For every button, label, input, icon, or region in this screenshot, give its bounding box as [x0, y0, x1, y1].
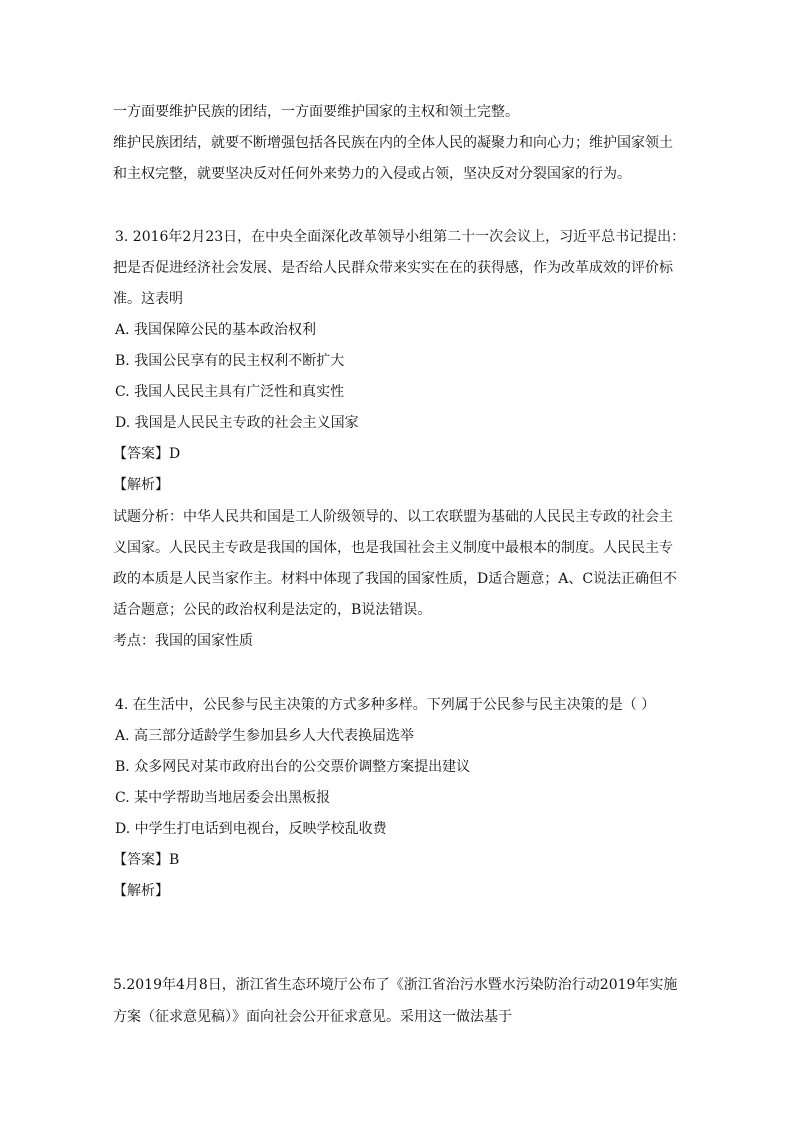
q3-stem-line-2: 把是否促进经济社会发展、是否给人民群众带来实实在在的获得感，作为改革成效的评价标 — [113, 260, 673, 276]
q3-analysis-line-1: 试题分析：中华人民共和国是工人阶级领导的、以工农联盟为基础的人民民主专政的社会主 — [113, 509, 673, 525]
prev-answer-line-1: 一方面要维护民族的团结，一方面要维护国家的主权和领土完整。 — [113, 104, 519, 120]
q3-analysis-line-4: 适合题意；公民的政治权利是法定的，B说法错误。 — [113, 602, 432, 618]
q5-stem-line-1: 5.2019年4月8日，浙江省生态环境厅公布了《浙江省治污水暨水污染防治行动2019年实施 — [113, 977, 678, 993]
q5-stem-line-2: 方案（征求意见稿）》面向社会公开征求意见。采用这一做法基于 — [113, 1009, 512, 1025]
q4-option-a: A. 高三部分适龄学生参加县乡人大代表换届选举 — [115, 728, 415, 744]
q3-option-d: D. 我国是人民民主专政的社会主义国家 — [115, 415, 359, 431]
q4-option-b: B. 众多网民对某市政府出台的公交票价调整方案提出建议 — [115, 759, 471, 775]
q3-stem-line-1: 3. 2016年2月23日，在中央全面深化改革领导小组第二十一次会议上，习近平总书记提出： — [115, 229, 686, 245]
q4-analysis-title: 【解析】 — [113, 883, 169, 899]
q3-analysis-title: 【解析】 — [113, 477, 169, 493]
q3-option-b: B. 我国公民享有的民主权利不断扩大 — [115, 353, 345, 369]
q3-answer: 【答案】D — [113, 446, 181, 462]
prev-answer-line-2: 维护民族团结，就要不断增强包括各民族在内的全体人民的凝聚力和向心力；维护国家领土 — [113, 135, 673, 151]
q4-answer: 【答案】B — [113, 852, 180, 868]
q4-option-d: D. 中学生打电话到电视台，反映学校乱收费 — [115, 821, 387, 837]
q3-stem-line-3: 准。这表明 — [113, 291, 183, 307]
q4-option-c: C. 某中学帮助当地居委会出黑板报 — [115, 790, 331, 806]
q3-option-a: A. 我国保障公民的基本政治权利 — [115, 322, 317, 338]
q3-option-c: C. 我国人民民主具有广泛性和真实性 — [115, 384, 345, 400]
q3-analysis-line-2: 义国家。人民民主专政是我国的国体，也是我国社会主义制度中最根本的制度。人民民主专 — [113, 540, 673, 556]
q3-kaodian: 考点：我国的国家性质 — [113, 633, 253, 649]
q4-stem: 4. 在生活中，公民参与民主决策的方式多种多样。下列属于公民参与民主决策的是（ ） — [115, 697, 656, 713]
prev-answer-line-3: 和主权完整，就要坚决反对任何外来势力的入侵或占领，坚决反对分裂国家的行为。 — [113, 166, 631, 182]
q3-analysis-line-3: 政的本质是人民当家作主。材料中体现了我国的国家性质，D适合题意；A、C说法正确但不 — [113, 571, 678, 587]
